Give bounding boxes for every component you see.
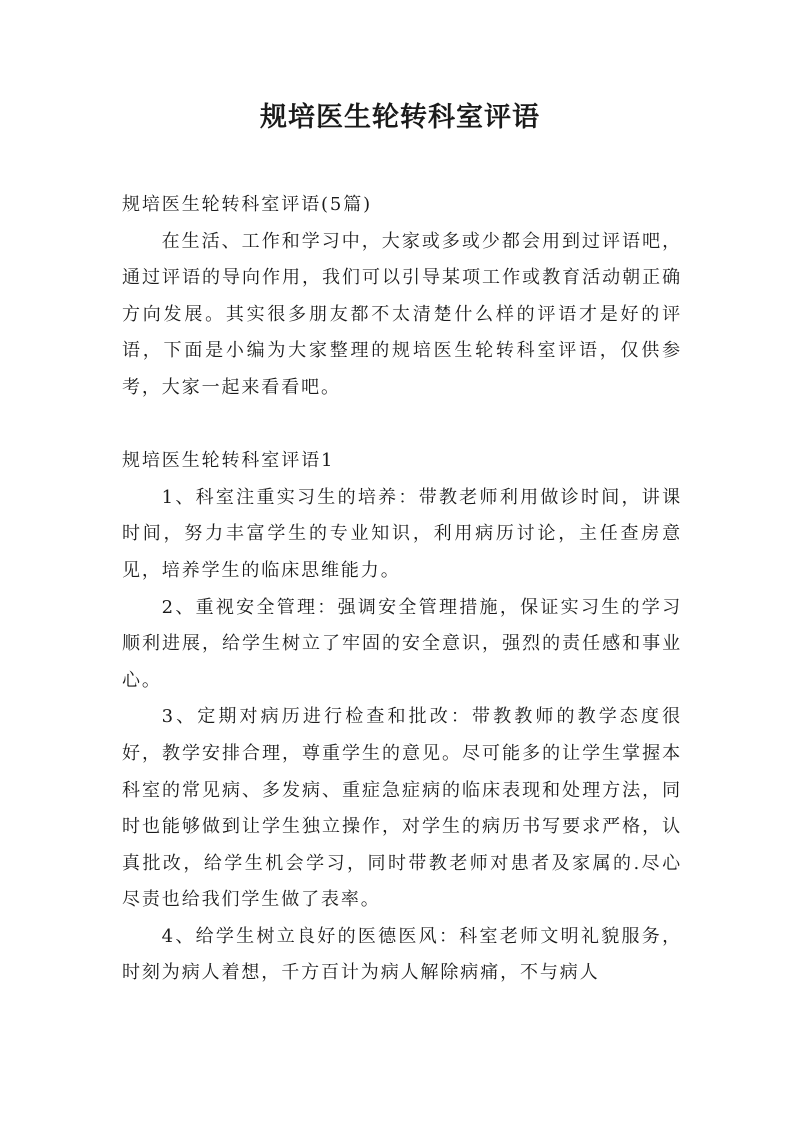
- document-subtitle: 规培医生轮转科室评语(5篇): [122, 194, 373, 215]
- section-heading: 规培医生轮转科室评语1: [122, 450, 335, 472]
- intro-paragraph: 在生活、工作和学习中，大家或多或少都会用到过评语吧，通过评语的导向作用，我们可以引导某项工作或教育活动朝正确方向发展。其实很多朋友都不太清楚什么样的评语才是好的评语，下面是小编为大家整理的规培医生轮转科室评语，仅供参考，大家一起来看看吧。: [122, 230, 682, 398]
- document-body: [122, 187, 682, 992]
- body-paragraph-1: 1、科室注重实习生的培养：带教老师利用做诊时间，讲课时间，努力丰富学生的专业知识，利用病历讨论，主任查房意见，培养学生的临床思维能力。: [122, 486, 682, 581]
- page-title: 规培医生轮转科室评语: [260, 102, 540, 133]
- section-spacer: [122, 407, 682, 444]
- body-paragraph-3: 3、定期对病历进行检查和批改：带教教师的教学态度很好，教学安排合理，尊重学生的意见。尽可能多的让学生掌握本科室的常见病、多发病、重症急症病的临床表现和处理方法，同时也能够做到让学生独立操作，对学生的病历书写要求严格，认真批改，给学生机会学习，同时带教老师对患者及家属的.尽心尽责也给我们学生做了表率。: [122, 706, 682, 911]
- body-paragraph-2: 2、重视安全管理：强调安全管理措施，保证实习生的学习顺利进展，给学生树立了牢固的安全意识，强烈的责任感和事业心。: [122, 596, 682, 691]
- body-paragraph-4: 4、给学生树立良好的医德医风：科室老师文明礼貌服务，时刻为病人着想，千方百计为病人解除病痛，不与病人: [122, 925, 682, 984]
